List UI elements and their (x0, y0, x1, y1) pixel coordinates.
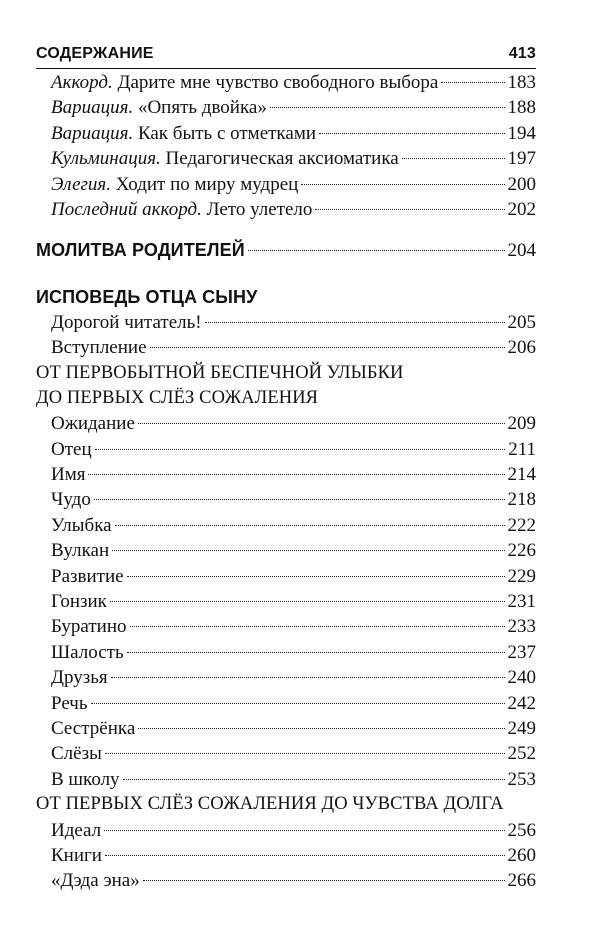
toc-entry-page: 256 (507, 819, 536, 841)
toc-entry-title: Шалость (51, 641, 124, 663)
toc-entry[interactable] (36, 843, 536, 868)
dot-leader (301, 184, 504, 185)
toc-entry[interactable] (36, 335, 536, 360)
dot-leader (105, 855, 505, 856)
toc-entry[interactable] (36, 121, 536, 146)
dot-leader (441, 82, 504, 83)
toc-entry[interactable] (36, 437, 536, 462)
toc-entry-title: Вариация. Как быть с отметками (51, 122, 317, 144)
dot-leader (111, 677, 505, 678)
toc-entry-page: 231 (507, 591, 536, 613)
toc-entry-title: «Дэда эна» (51, 870, 140, 892)
toc-entry-page: 188 (507, 97, 536, 119)
toc-entry-title: Книги (51, 844, 102, 866)
running-header (36, 42, 536, 66)
toc-entry-title: Аккорд. Дарите мне чувство свободного выбора (51, 72, 439, 93)
toc-entry-title: Отец (51, 438, 92, 460)
toc-entry-page: 233 (507, 616, 536, 638)
toc-entry-title: Имя (51, 464, 86, 486)
toc-section-heading[interactable]: ОТ ПЕРВЫХ СЛЁЗ СОЖАЛЕНИЯ ДО ЧУВСТВА ДОЛГА (36, 794, 504, 815)
toc-entry-page: 211 (508, 438, 536, 460)
running-header-title: СОДЕРЖАНИЕ (36, 45, 154, 62)
toc-entry-title: В школу (51, 768, 120, 790)
toc-entry[interactable] (36, 146, 536, 171)
dot-leader (315, 209, 504, 210)
toc-entry-page: 202 (507, 198, 536, 220)
toc-entry-title: Кульминация. Педагогическая аксиоматика (51, 148, 399, 170)
toc-entry[interactable] (36, 691, 536, 716)
toc-entry-title: Идеал (51, 819, 102, 841)
toc-section-heading[interactable]: ОТ ПЕРВОБЫТНОЙ БЕСПЕЧНОЙ УЛЫБКИ (36, 362, 404, 383)
dot-leader (112, 550, 504, 551)
toc-entry-page: 218 (507, 489, 536, 511)
toc-entry-title: Слёзы (51, 743, 102, 765)
toc-entry-page: 252 (507, 743, 536, 765)
toc-part-heading-confession[interactable]: ИСПОВЕДЬ ОТЦА СЫНУ (36, 286, 258, 307)
toc-entry-title: Развитие (51, 565, 124, 587)
toc-entry-title: Ожидание (51, 413, 135, 435)
toc-entry[interactable] (36, 818, 536, 843)
dot-leader (319, 133, 504, 134)
toc-entry-page: 253 (507, 768, 536, 790)
toc-entry-title: Буратино (51, 616, 127, 638)
dot-leader (130, 626, 505, 627)
toc-entry-page: 200 (507, 173, 536, 195)
toc-entry[interactable] (36, 513, 536, 538)
running-header-page-number: 413 (508, 45, 536, 62)
toc-entry-page: 183 (507, 72, 536, 93)
toc-entry[interactable] (36, 716, 536, 741)
toc-entry-page: 209 (507, 413, 536, 435)
dot-leader (110, 601, 505, 602)
toc-page (36, 42, 536, 894)
dot-leader (95, 449, 506, 450)
toc-entry-title: Друзья (51, 667, 108, 689)
dot-leader (105, 753, 505, 754)
dot-leader (104, 830, 504, 831)
toc-entry[interactable] (36, 538, 536, 563)
toc-entry-page: 197 (507, 148, 536, 170)
toc-part-entry-prayer[interactable] (36, 238, 536, 263)
dot-leader (150, 347, 505, 348)
toc-entry-page: 229 (507, 565, 536, 587)
toc-entry-title: Речь (51, 692, 88, 714)
toc-entry[interactable] (36, 589, 536, 614)
toc-entry[interactable] (36, 462, 536, 487)
dot-leader (138, 728, 504, 729)
toc-entry-title: Вариация. «Опять двойка» (51, 97, 267, 119)
toc-entry-title: Улыбка (51, 514, 112, 536)
toc-entry-page: 222 (507, 514, 536, 536)
dot-leader (115, 525, 505, 526)
toc-entry-title: Чудо (51, 489, 91, 511)
toc-entry-title: Последний аккорд. Лето улетело (51, 198, 313, 220)
header-rule (36, 68, 536, 69)
toc-entry[interactable] (36, 741, 536, 766)
toc-entry[interactable] (36, 411, 536, 436)
dot-leader (205, 322, 505, 323)
dot-leader (402, 158, 505, 159)
toc-entry[interactable] (36, 868, 536, 893)
toc-entry-page: 260 (507, 844, 536, 866)
dot-leader (127, 652, 505, 653)
toc-entry[interactable] (36, 487, 536, 512)
toc-entry[interactable] (36, 197, 536, 222)
toc-entry[interactable] (36, 70, 536, 95)
toc-entry[interactable] (36, 172, 536, 197)
toc-entry[interactable] (36, 767, 536, 792)
toc-entry-page: 205 (507, 311, 536, 333)
dot-leader (88, 474, 504, 475)
toc-entry-title: Дорогой читатель! (51, 311, 202, 333)
toc-entry[interactable] (36, 614, 536, 639)
toc-entry[interactable] (36, 665, 536, 690)
toc-entry-page: 242 (507, 692, 536, 714)
toc-entry-page: 237 (507, 641, 536, 663)
toc-entry-page: 240 (507, 667, 536, 689)
toc-entry-title: Гонзик (51, 591, 107, 613)
toc-section-heading[interactable]: ДО ПЕРВЫХ СЛЁЗ СОЖАЛЕНИЯ (36, 387, 319, 408)
dot-leader (138, 423, 505, 424)
toc-entry-page: 249 (507, 717, 536, 739)
dot-leader (143, 880, 505, 881)
toc-entry[interactable] (36, 564, 536, 589)
dot-leader (248, 250, 505, 251)
toc-entry-page: 204 (507, 240, 536, 262)
toc-entry-page: 214 (507, 464, 536, 486)
toc-part-title: МОЛИТВА РОДИТЕЛЕЙ (36, 240, 245, 261)
toc-entry-title: Вулкан (51, 540, 110, 562)
dot-leader (127, 576, 505, 577)
toc-entry-page: 226 (507, 540, 536, 562)
toc-entry-page: 206 (507, 337, 536, 359)
toc-entry-title: Сестрёнка (51, 717, 136, 739)
dot-leader (270, 107, 505, 108)
dot-leader (123, 779, 505, 780)
toc-entry-title: Вступление (51, 337, 147, 359)
toc-entry[interactable] (36, 95, 536, 120)
toc-entry[interactable] (36, 310, 536, 335)
dot-leader (91, 703, 505, 704)
dot-leader (94, 499, 505, 500)
toc-entry-page: 194 (507, 122, 536, 144)
toc-entry-page: 266 (507, 870, 536, 892)
toc-entry-title: Элегия. Ходит по миру мудрец (51, 173, 299, 195)
toc-entry[interactable] (36, 640, 536, 665)
